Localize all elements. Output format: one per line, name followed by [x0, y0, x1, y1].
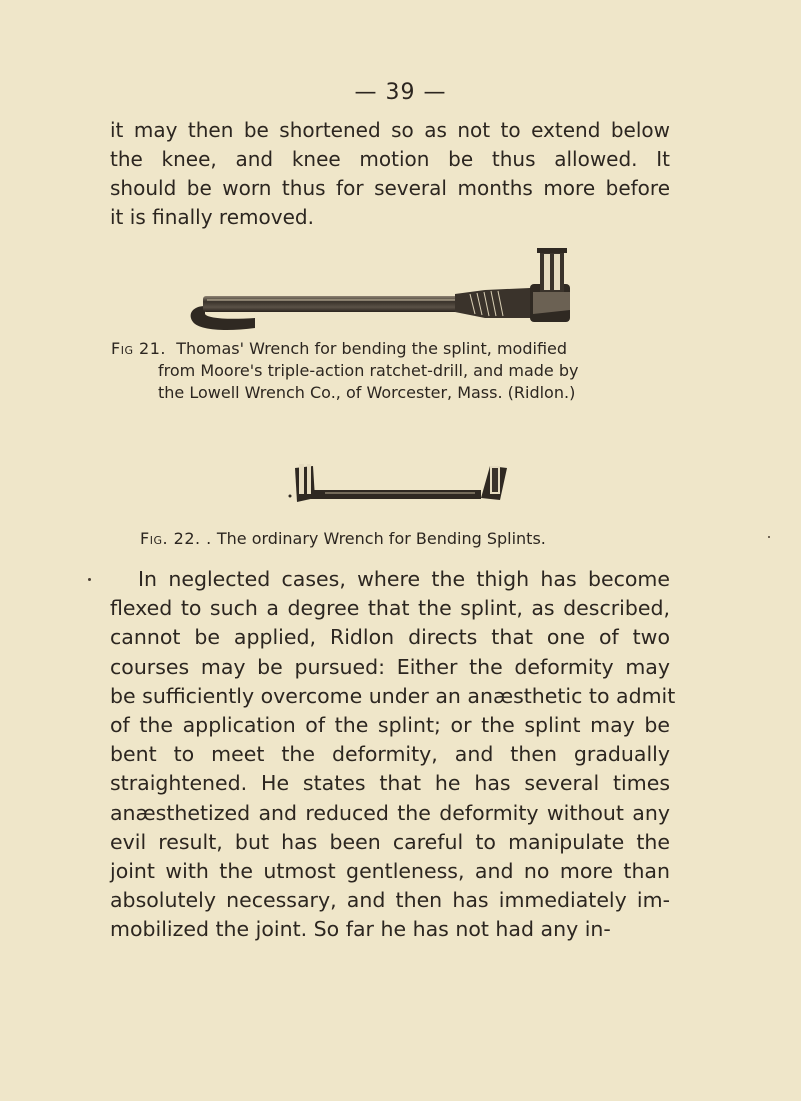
text-line: bent to meet the deformity, and then gradually — [110, 742, 670, 767]
text-line: joint with the utmost gentleness, and no more than — [110, 859, 670, 884]
text-line: be sufficiently overcome under an anæsthetic to admit — [110, 683, 676, 708]
text-line: straightened. He states that he has several times — [110, 771, 670, 796]
paragraph-2 — [110, 565, 676, 945]
text-line: it may then be shortened so as not to extend below — [110, 118, 670, 142]
ordinary-wrench-drawing — [285, 458, 515, 510]
paragraph-1 — [110, 116, 670, 232]
figure-22-label: Fig. 22. . — [140, 529, 212, 548]
figure-21-wrench-illustration — [185, 244, 575, 334]
text-line: of the application of the splint; or the splint may be — [110, 713, 670, 738]
text-line: absolutely necessary, and then has immediately im- — [110, 888, 670, 913]
text-line: should be worn thus for several months more before — [110, 176, 670, 200]
text-line: anæsthetized and reduced the deformity without any — [110, 800, 670, 825]
text-line: flexed to such a degree that the splint, as described, — [110, 596, 670, 621]
text-line: In neglected cases, where the thigh has become — [138, 567, 670, 591]
figure-22-caption — [140, 528, 546, 550]
caption-line: Thomas' Wrench for bending the splint, modified — [176, 339, 568, 358]
text-line: cannot be applied, Ridlon directs that one of two — [110, 625, 670, 650]
paper-speck — [768, 536, 770, 538]
thomas-wrench-drawing — [185, 244, 575, 334]
text-line: it is finally removed. — [110, 205, 314, 229]
figure-21-caption — [111, 338, 671, 404]
caption-line: the Lowell Wrench Co., of Worcester, Mass. (Ridlon.) — [158, 383, 576, 402]
text-line: courses may be pursued: Either the deformity may — [110, 654, 670, 679]
text-line: evil result, but has been careful to manipulate the — [110, 829, 670, 854]
paper-speck — [88, 578, 91, 581]
figure-22-wrench-illustration — [285, 458, 515, 510]
caption-line: The ordinary Wrench for Bending Splints. — [216, 529, 546, 548]
caption-line: from Moore's triple-action ratchet-drill, and made by — [158, 361, 579, 380]
text-line: the knee, and knee motion be thus allowed. It — [110, 147, 670, 171]
text-line: mobilized the joint. So far he has not had any in- — [110, 917, 611, 942]
page-number: — 39 — — [354, 80, 447, 105]
figure-21-label: Fig 21. — [111, 339, 167, 358]
